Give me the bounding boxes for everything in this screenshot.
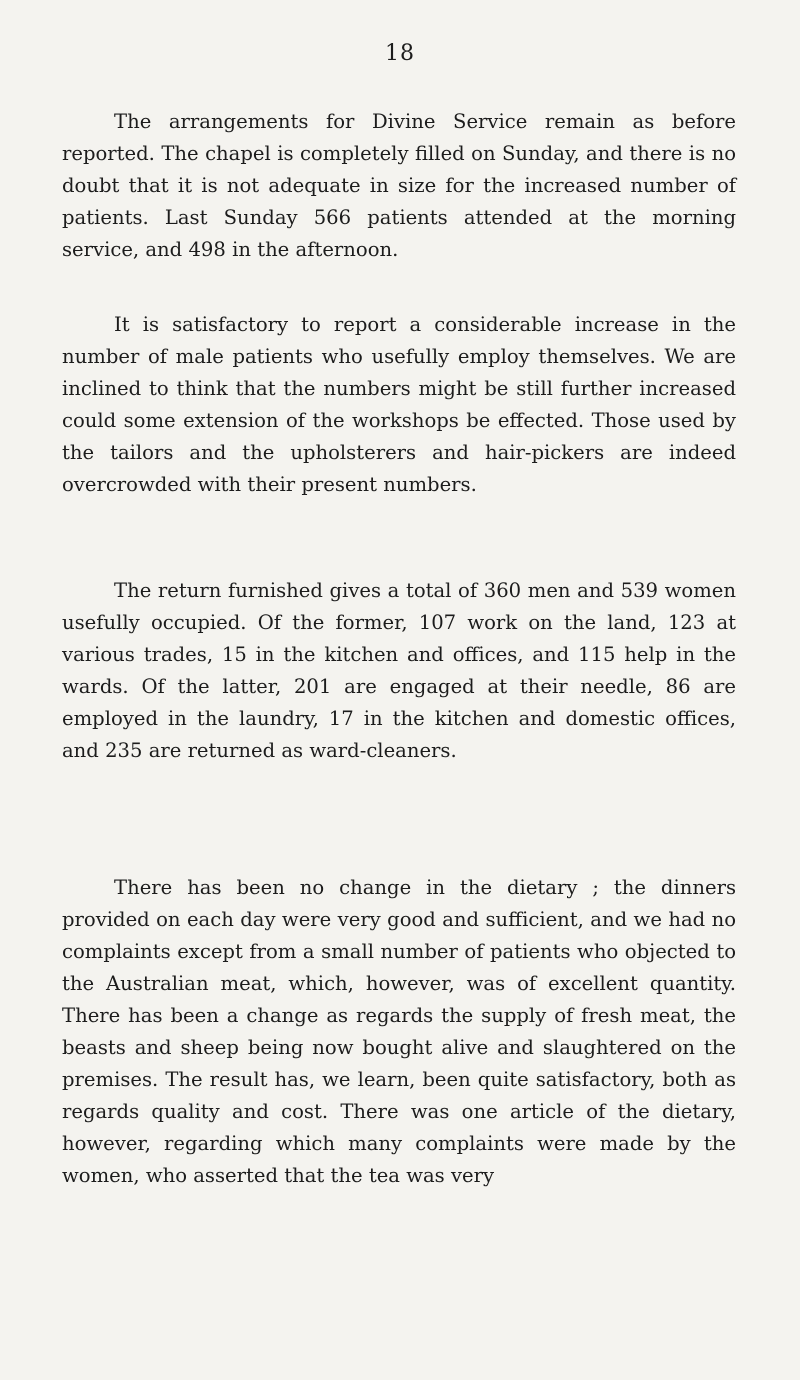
- page-number: 18: [385, 41, 415, 66]
- paragraph-divine-service: The arrangements for Divine Service remain as before reported. The chapel is completely filled on Sunday, and there is no doubt that it is not adequate in size for the increased number of patients. Last Sunday 566 patients attended at the morning service, and 498 in the afternoon.: [62, 110, 736, 261]
- paragraph-male-employment: It is satisfactory to report a considerable increase in the number of male patients who usefully employ themselves. We are inclined to think that the numbers might be still further increased could some extension of the workshops be effected. Those used by the tailors and the upholsterers and hair-pickers are indeed overcrowded with their present numbers.: [62, 313, 736, 496]
- paragraph-dietary: There has been no change in the dietary ; the dinners provided on each day were very good and sufficient, and we had no complaints except from a small number of patients who objected to the Australian meat, which, however, was of excellent quantity. There has been a change as regards the supply of fresh meat, the beasts and sheep being now bought alive and slaughtered on the premises. The result has, we learn, been quite satisfactory, both as regards quality and cost. There was one article of the dietary, however, regarding which many complaints were made by the women, who asserted that the tea was very: [62, 876, 736, 1187]
- paragraph-occupation-return: The return furnished gives a total of 360 men and 539 women usefully occupied. Of the former, 107 work on the land, 123 at various trades, 15 in the kitchen and offices, and 115 help in the wards. Of the latter, 201 are engaged at their needle, 86 are employed in the laundry, 17 in the kitchen and domestic offices, and 235 are returned as ward-cleaners.: [62, 579, 736, 762]
